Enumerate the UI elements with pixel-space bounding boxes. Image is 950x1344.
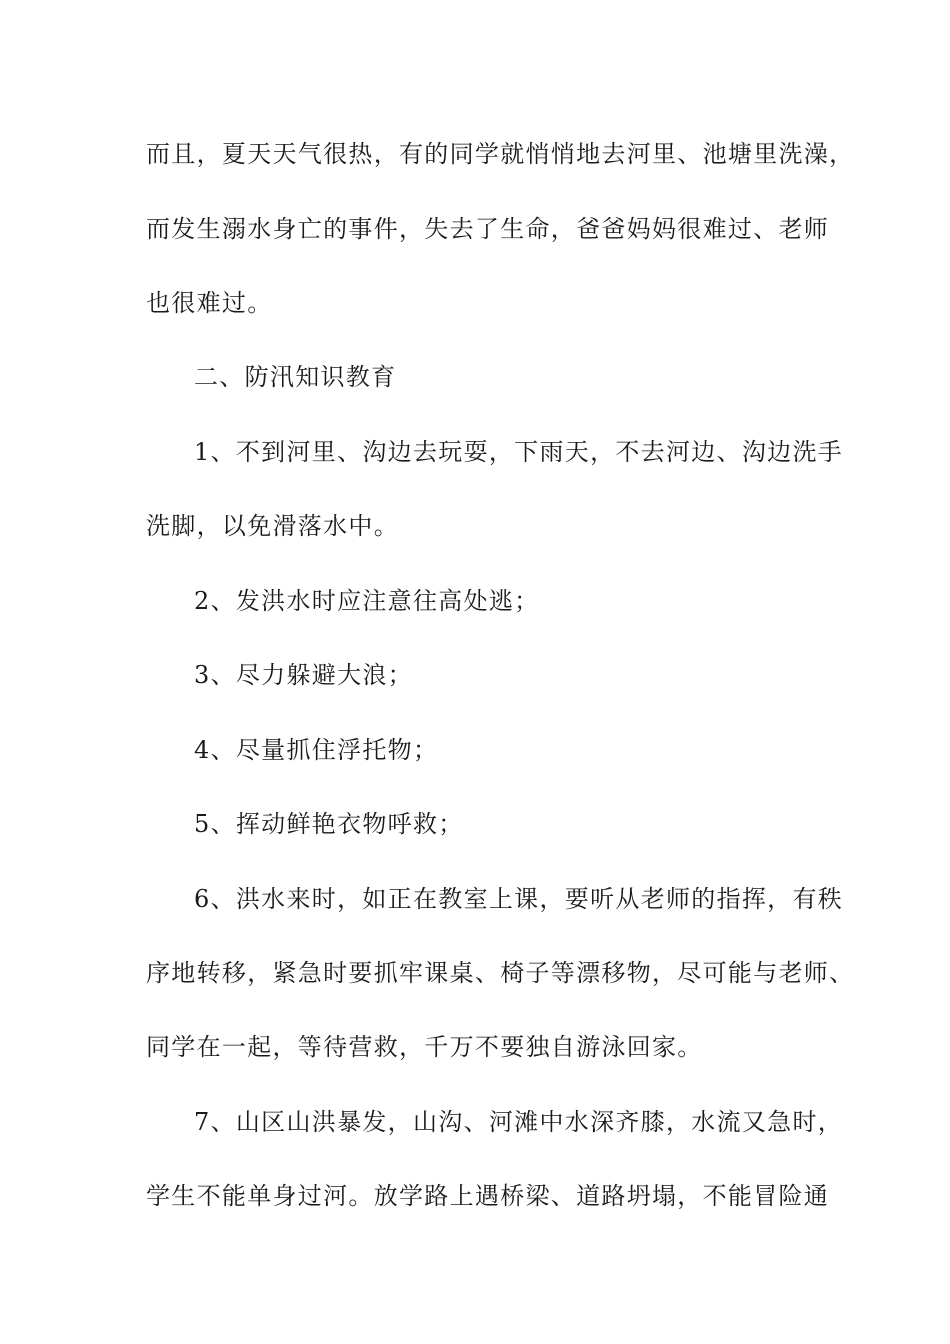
list-item-line: 洗脚，以免滑落水中。 bbox=[146, 512, 399, 540]
list-item-line: 5、挥动鲜艳衣物呼救； bbox=[194, 810, 464, 838]
list-item-line: 7、山区山洪暴发，山沟、河滩中水深齐膝，水流又急时， bbox=[194, 1108, 844, 1136]
paragraph-line: 而且，夏天天气很热，有的同学就悄悄地去河里、池塘里洗澡， bbox=[146, 140, 855, 168]
section-heading: 二、防汛知识教育 bbox=[194, 363, 397, 391]
list-item-line: 2、发洪水时应注意往高处逃； bbox=[194, 587, 540, 615]
list-item-line: 3、尽力躲避大浪； bbox=[194, 661, 413, 689]
list-item-line: 4、尽量抓住浮托物； bbox=[194, 736, 439, 764]
list-item-line: 同学在一起，等待营救，千万不要独自游泳回家。 bbox=[146, 1033, 703, 1061]
paragraph-line: 而发生溺水身亡的事件，失去了生命，爸爸妈妈很难过、老师 bbox=[146, 215, 830, 243]
list-item-line: 1、不到河里、沟边去玩耍，下雨天，不去河边、沟边洗手 bbox=[194, 438, 844, 466]
list-item-line: 6、洪水来时，如正在教室上课，要听从老师的指挥，有秩 bbox=[194, 885, 844, 913]
paragraph-line: 也很难过。 bbox=[146, 289, 273, 317]
list-item-line: 序地转移，紧急时要抓牢课桌、椅子等漂移物，尽可能与老师、 bbox=[146, 959, 855, 987]
list-item-line: 学生不能单身过河。放学路上遇桥梁、道路坍塌，不能冒险通 bbox=[146, 1182, 830, 1210]
